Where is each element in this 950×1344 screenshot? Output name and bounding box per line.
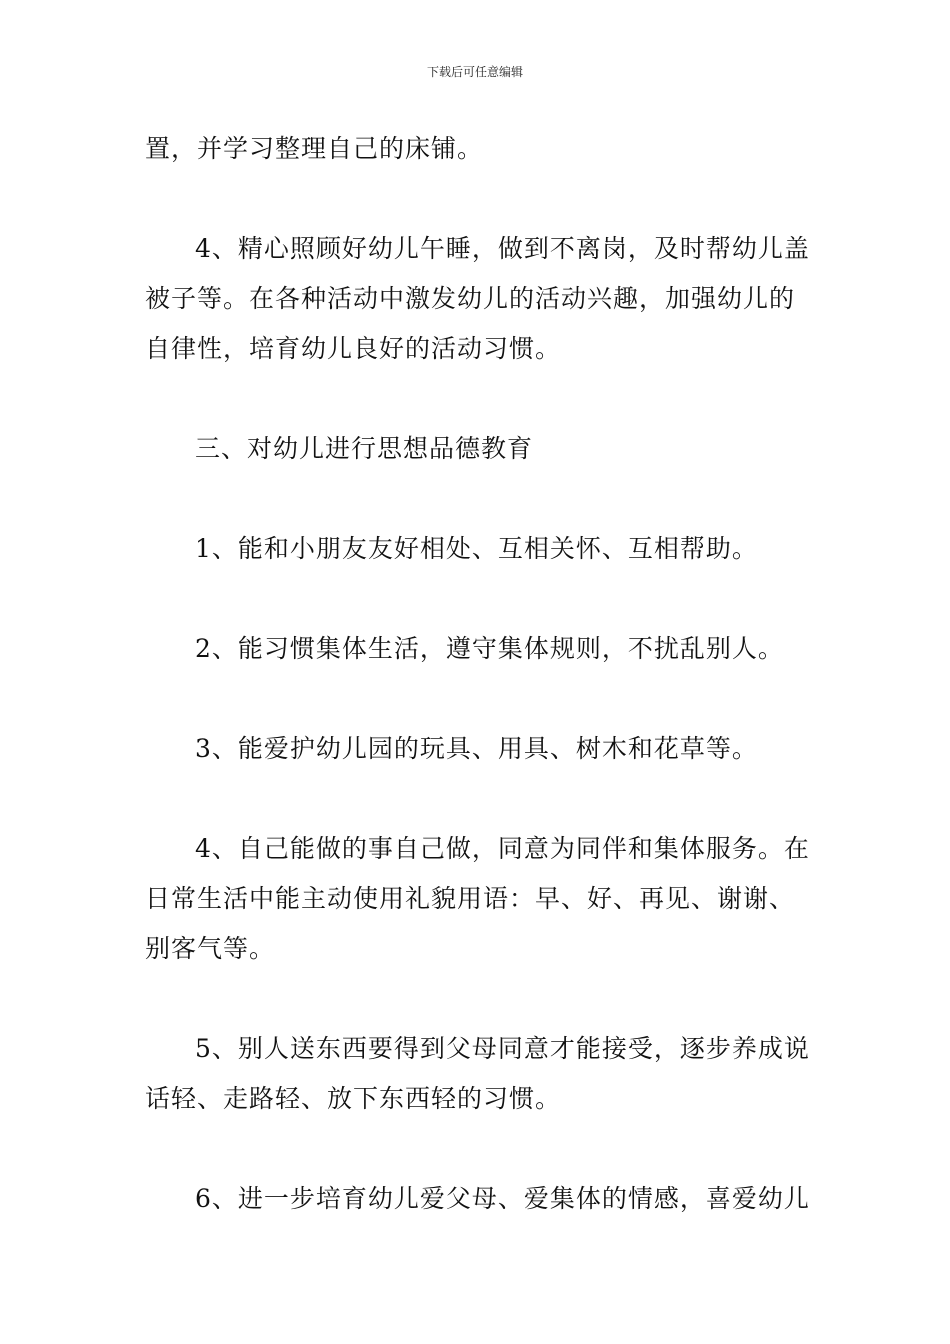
paragraph-spacer — [145, 474, 810, 524]
text-line: 置，并学习整理自己的床铺。 — [145, 134, 484, 163]
text-line: 自律性，培育幼儿良好的活动习惯。 — [145, 334, 562, 363]
text-line: 话轻、走路轻、放下东西轻的习惯。 — [145, 1084, 562, 1113]
paragraph — [145, 724, 810, 774]
paragraph — [145, 1174, 810, 1224]
paragraph-spacer — [145, 674, 810, 724]
text-line: 4、自己能做的事自己做，同意为同伴和集体服务。在 — [195, 834, 810, 863]
paragraph-spacer — [145, 974, 810, 1024]
paragraph — [145, 1024, 810, 1124]
paragraph-spacer — [145, 1124, 810, 1174]
text-line: 1、能和小朋友友好相处、互相关怀、互相帮助。 — [195, 534, 758, 563]
paragraph-spacer — [145, 774, 810, 824]
text-line: 4、精心照顾好幼儿午睡，做到不离岗，及时帮幼儿盖 — [195, 234, 810, 263]
paragraph — [145, 224, 810, 374]
paragraph-spacer — [145, 574, 810, 624]
page-header: 下载后可任意编辑 — [426, 65, 523, 79]
text-line: 三、对幼儿进行思想品德教育 — [195, 434, 534, 463]
paragraph-spacer — [145, 174, 810, 224]
paragraph — [145, 624, 810, 674]
text-line: 2、能习惯集体生活，遵守集体规则，不扰乱别人。 — [195, 634, 784, 663]
text-line: 5、别人送东西要得到父母同意才能接受，逐步养成说 — [195, 1034, 810, 1063]
paragraph — [145, 124, 810, 174]
section-heading — [145, 424, 810, 474]
text-line: 被子等。在各种活动中激发幼儿的活动兴趣，加强幼儿的 — [145, 284, 796, 313]
text-line: 日常生活中能主动使用礼貌用语：早、好、再见、谢谢、 — [145, 884, 796, 913]
text-line: 别客气等。 — [145, 934, 276, 963]
document-body — [145, 124, 810, 1224]
paragraph — [145, 524, 810, 574]
text-line: 6、进一步培育幼儿爱父母、爱集体的情感，喜爱幼儿 — [195, 1184, 810, 1213]
paragraph-spacer — [145, 374, 810, 424]
paragraph — [145, 824, 810, 974]
text-line: 3、能爱护幼儿园的玩具、用具、树木和花草等。 — [195, 734, 758, 763]
